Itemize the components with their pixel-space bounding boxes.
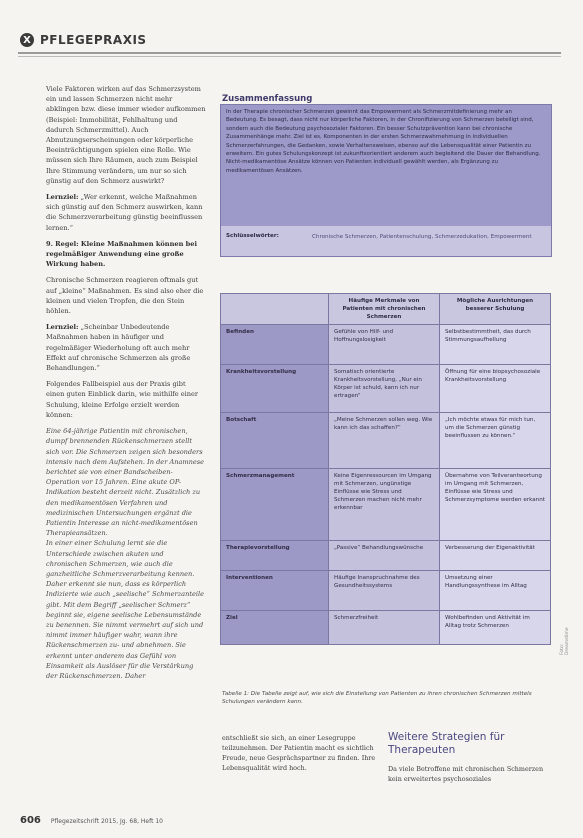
section-title: PFLEGEPRAXIS (40, 33, 147, 47)
paragraph: Folgendes Fallbeispiel aus der Praxis gibt einen guten Einblick darin, wie mithilfe einer Schulung, kleine Erfolge erzielt werden können: (46, 380, 199, 419)
lernziel-label: Lernziel: (46, 193, 79, 202)
middle-bottom-text: entschließt sie sich, an einer Lesegruppe teilzunehmen. Der Patientin macht es sichtlich Freude, neue Gesprächspartner zu finden. Ihre Lebensqualität wird hoch. (222, 734, 376, 772)
header-rule-thin (18, 56, 561, 57)
left-column (46, 84, 206, 687)
paragraph: Viele Faktoren wirken auf das Schmerzsystem ein und lassen Schmerzen nicht mehr abklingen bzw. diese immer wieder aufkommen (Beispiel: Immobilität, Fehlhaltung und dadurch Schmerzmittel). Auch Abnutzungserscheinungen oder körperliche Beeinträchtigungen spielen eine Rolle. Wie müssen sich Ihre Räumen, auch zum Beispiel Ihre Stimmung verändern, um nur so sich günstig auf den Schmerz auswirkt? (46, 85, 206, 185)
table-cell: Umsetzung einer Handlungssynthese im Alltag (440, 571, 551, 611)
keywords-box (220, 226, 552, 257)
page-footer (20, 815, 163, 826)
table-cell: Schmerzfreiheit (329, 611, 440, 645)
table-cell: Gefühle von Hilf- und Hoffnungslosigkeit (329, 325, 440, 365)
comparison-table (220, 293, 551, 645)
lernziel-text: „Wer erkennt, welche Maßnahmen sich günstig auf den Schmerz auswirken, kann die Schmerzverarbeitung günstig beeinflussen lernen.“ (46, 193, 203, 232)
table-cell: Übernahme von Teilverantwortung im Umgang mit Schmerzen, Einflüsse wie Stress und Schmerzsymptome werden erkannt (440, 469, 551, 541)
table-row-header: Interventionen (221, 571, 329, 611)
table-row (221, 325, 551, 365)
table-cell: „Ich möchte etwas für mich tun, um die Schmerzen günstig beeinflussen zu können.“ (440, 413, 551, 469)
summary-title: Zusammenfassung (222, 94, 313, 104)
table-row (221, 611, 551, 645)
section-logo-icon: X (20, 33, 34, 47)
paragraph (46, 192, 206, 233)
lernziel-text: „Scheinbar Unbedeutende Maßnahmen haben in häufiger und regelmäßiger Wiederholung oft auch mehr Effekt auf chronische Schmerzen als große Behandlungen.“ (46, 323, 191, 373)
table-cell: Wohlbefinden und Aktivität im Alltag trotz Schmerzen (440, 611, 551, 645)
lernziel-label: Lernziel: (46, 323, 79, 332)
table-row-header: Schmerzmanagement (221, 469, 329, 541)
page-number: 606 (20, 815, 41, 826)
table-cell: „Passive“ Behandlungswünsche (329, 541, 440, 571)
photo-credit: Foto: Dreamstime (560, 627, 570, 655)
table-row (221, 413, 551, 469)
summary-text: In der Therapie chronischer Schmerzen gewinnt das Empowerment als Schmerzmitdefinierung mehr an Bedeutung. Es besagt, dass nicht nur körperliche Faktoren, in der Chronifizierung von Schmerzen beteiligt sind, sondern auch die Bedeutung psychosozialer Faktoren. Ein besser Schutzprävention kann bei chronische Zusammenhänge mehr. Ziel ist es, Komponenten in der ersten Schmerzwahrnehmung in individuellen Schmerzerfahrungen, die Gedanken, sowie Verhaltensweisen, ebenso auf die Lebensqualität einer Patientin zu erweitern. Ein gutes Schulungskonzept ist zukunftsorientiert anderem auch begleitend die Dauer der Behandlung. Nicht-medikamentöse Ansätze können von Patienten individuell gewählt werden, als Ergänzung zu medikamentösen Ansätzen. (226, 109, 541, 174)
table-caption: Tabelle 1: Die Tabelle zeigt auf, wie sich die Einstellung von Patienten zu ihren chronischen Schmerzen mittels Schulungen verändern kann. (222, 691, 532, 705)
table-header-row (221, 294, 551, 325)
paragraph (46, 322, 206, 373)
right-bottom-text: Da viele Betroffene mit chronischen Schmerzen kein erweitertes psychosoziales (388, 765, 544, 783)
paragraph: Chronische Schmerzen reagieren oftmals gut auf „kleine“ Maßnahmen. Es sind also eher die kleinen und vielen Tropfen, die den Stein höhlen. (46, 276, 204, 316)
table-row (221, 365, 551, 413)
table-row (221, 571, 551, 611)
table-cell: Selbstbestimmtheit, das durch Stimmungsaufhellung (440, 325, 551, 365)
table-row-header: Therapievorstellung (221, 541, 329, 571)
table-corner (221, 294, 329, 325)
table-col-header: Mögliche Ausrichtungen besserer Schulung (440, 294, 551, 325)
table-row-header: Befinden (221, 325, 329, 365)
case-study: Eine 64-jährige Patientin mit chronischen, dumpf brennenden Rückenschmerzen stellt sich vor. Die Schmerzen zeigen sich besonders intensiv nach dem Aufstehen. In der Anamnese berichtet sie von einer Bandscheiben-Operation vor 15 Jahren. Eine akute OP-Indikation besteht derzeit nicht. Zusätzlich zu den medikamentösen Verfahren und medizinischen Untersuchungen ergänzt die Patientin Interesse an nicht-medikamentösen Therapieansätzen. In einer einer Schulung lernt sie die Unterschiede zwischen akuten und chronischen Schmerzen, wie auch die ganzheitliche Schmerzverarbeitung kennen. Daher erkennt sie nun, dass es körperlich Indizierte wie auch „seelische“ Schmerzanteile gibt. Mit dem Begriff „seelischer Schmerz“ beginnt sie, eigene seelische Lebensumstände zu benennen. Sie nimmt vermehrt auf sich und nimmt immer häufiger wahr, wann ihre Rückenschmerzen zu- und abnehmen. Sie erkennt unter anderem das Gefühl von Einsamkeit als Auslöser für die Verstärkung der Rückenschmerzen. Daher (46, 427, 205, 680)
table-col-header: Häufige Merkmale von Patienten mit chronischen Schmerzen (329, 294, 440, 325)
table-row-header: Ziel (221, 611, 329, 645)
table-row-header: Botschaft (221, 413, 329, 469)
journal-info: Pflegezeitschrift 2015, Jg. 68, Heft 10 (50, 818, 163, 825)
header-rule (18, 52, 561, 54)
table-cell: Keine Eigenressourcen im Umgang mit Schmerzen, ungünstige Einflüsse wie Stress und Schmerzen machen nicht mehr erkennbar (329, 469, 440, 541)
keywords-label: Schlüsselwörter: (226, 233, 279, 239)
table-row (221, 541, 551, 571)
table-cell: Verbesserung der Eigenaktivität (440, 541, 551, 571)
table-cell: Häufige Inanspruchnahme des Gesundheitssystems (329, 571, 440, 611)
table-cell: Öffnung für eine biopsychosoziale Krankheitsvorstellung (440, 365, 551, 413)
section-heading: Weitere Strategien für Therapeuten (388, 731, 505, 756)
table-cell: Somatisch orientierte Krankheitsvorstellung, „Nur ein Körper ist schuld, kann ich nur ertragen“ (329, 365, 440, 413)
keywords-text: Chronische Schmerzen, Patientenschulung, Schmerzedukation, Empowerment (312, 234, 532, 240)
table-row (221, 469, 551, 541)
rule-heading: 9. Regel: Kleine Maßnahmen können bei regelmäßiger Anwendung eine große Wirkung haben. (46, 239, 197, 269)
section-header (20, 33, 147, 47)
table-row-header: Krankheitsvorstellung (221, 365, 329, 413)
table-cell: „Meine Schmerzen sollen weg. Wie kann ich das schaffen?“ (329, 413, 440, 469)
